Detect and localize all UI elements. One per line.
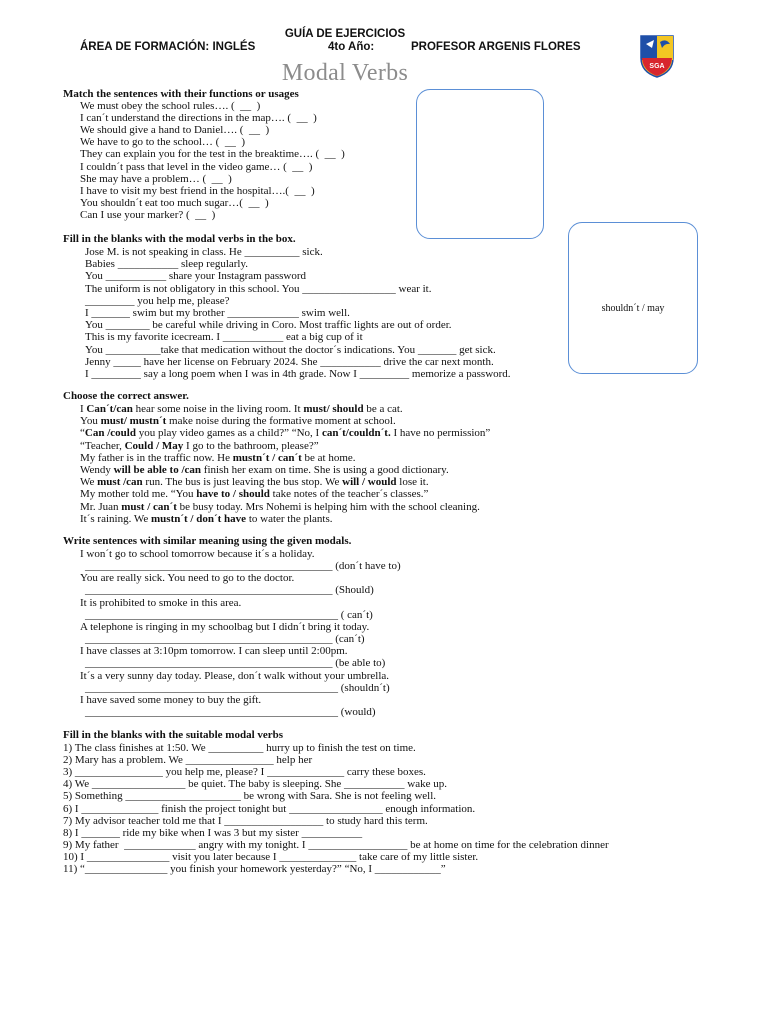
area-label: ÁREA DE FORMACIÓN: INGLÉS [80,41,256,53]
rewrite-sentence: A telephone is ringing in my schoolbag but I didn´t bring it today. [80,620,370,633]
modal-hint: (would) [338,705,376,718]
answer-blank: ______________________________________________ [85,705,338,718]
match-item: I have to visit my best friend in the hospital….( __ ) [80,184,315,197]
choice-text: My mother told me. “You [80,488,197,501]
match-item: We have to go to the school… ( __ ) [80,136,245,149]
fill-box-item: Babies ___________ sleep regularly. [85,258,249,271]
match-item: They can explain you for the test in the breaktime…. ( __ ) [80,148,345,161]
choice-text: make noise during the formative moment at school. [166,415,396,428]
choose-item [80,488,428,500]
fill-box-item: You ___________ share your Instagram password [85,270,306,283]
choice-options: will be able to /can [113,464,202,476]
section5-heading: Fill in the blanks with the suitable modal verbs [63,729,284,741]
rewrite-sentence: I have saved some money to buy the gift. [80,693,262,706]
match-item: We should give a hand to Daniel…. ( __ ) [80,124,270,137]
choice-options: Can´t/can [86,403,133,415]
answer-blank: ______________________________________________ [85,608,338,621]
choice-text: you play video games as a child?” “No, I [135,427,322,440]
rewrite-sentence: It is prohibited to smoke in this area. [80,596,242,609]
numbered-fill-item: 10) I _______________ visit you later because I ______________ take care of my little sister. [63,850,479,863]
choose-item [80,464,449,476]
choice-text: be at home. [301,451,356,464]
rewrite-sentence: You are really sick. You need to go to the doctor. [80,572,295,585]
choice-text: I have no permission” [390,427,491,440]
rewrite-answer-line [85,657,385,669]
choice-options: Can /could [84,427,136,440]
rewrite-answer-line [85,682,390,694]
numbered-fill-item: 3) ________________ you help me, please? I ______________ carry these boxes. [63,766,426,779]
choice-text: I [80,403,87,415]
choice-options: can´t/couldn´t. [321,427,391,440]
choice-text: to water the plants. [246,512,333,525]
choice-options: mustn´t / can´t [232,451,302,464]
box-word-list: shouldn´t / may [601,303,665,314]
choice-options: have to / should [196,488,270,501]
answer-blank: _____________________________________________ [85,632,333,645]
fill-box-item: The uniform is not obligatory in this school. You _________________ wear it. [85,282,432,295]
fill-box-item: _________ you help me, please? [85,294,230,307]
fill-box-item: You __________take that medication without the doctor´s indications. You _______ get sick. [85,343,496,356]
year-label: 4to Año: [328,41,375,53]
numbered-fill-item: 2) Mary has a problem. We ________________ help her [63,754,313,767]
fill-box-item: I _______ swim but my brother _____________ swim well. [85,307,350,319]
choice-text: Wendy [80,464,114,476]
modal-verbs-box [568,222,698,374]
numbered-fill-item: 7) My advisor teacher told me that I __________________ to study hard this term. [63,814,428,827]
modal-hint: (don´t have to) [332,560,401,572]
rewrite-answer-line [85,584,374,596]
choose-item [80,440,319,452]
modal-hint: (be able to) [332,657,386,670]
choice-options: must/ mustn´t [100,415,167,428]
modal-hint: (Should) [332,584,374,597]
choice-options: will / would [342,476,397,489]
rewrite-answer-line [85,609,373,621]
choice-text: “ [80,427,85,440]
section3-heading: Choose the correct answer. [63,390,189,402]
numbered-fill-item: 11) “_______________ you finish your homework yesterday?” “No, I ____________” [63,863,446,875]
numbered-fill-item: 6) I ______________ finish the project tonight but _________________ enough information. [63,802,476,815]
choice-text: We [80,476,98,489]
modal-hint: (shouldn´t) [338,681,390,694]
answer-box-1 [416,89,544,239]
fill-box-item: You ________ be careful while driving in Coro. Most traffic lights are out of order. [85,319,452,332]
choice-text: “Teacher, [80,439,125,452]
choice-text: take notes of the teacher´s classes.” [269,488,429,501]
choice-options: must/ should [303,403,364,415]
choice-options: must /can [97,476,143,489]
rewrite-sentence: I won´t go to school tomorrow because it´s a holiday. [80,548,315,560]
match-item: We must obey the school rules…. ( __ ) [80,100,261,112]
match-item: I couldn´t pass that level in the video game… ( __ ) [80,160,313,173]
rewrite-answer-line [85,560,401,572]
choose-item [80,501,480,513]
choice-text: run. The bus is just leaving the bus stop. We [142,476,343,489]
section1-heading: Match the sentences with their functions or usages [63,88,299,100]
page-title: Modal Verbs [281,60,409,86]
answer-blank: _____________________________________________ [85,584,333,597]
section4-heading: Write sentences with similar meaning using the given modals. [63,535,352,547]
numbered-fill-item: 1) The class finishes at 1:50. We __________ hurry up to finish the test on time. [63,742,416,754]
choose-item [80,415,396,427]
numbered-fill-item: 4) We _________________ be quiet. The baby is sleeping. She ___________ wake up. [63,778,447,791]
match-item: She may have a problem… ( __ ) [80,172,232,185]
choose-item [80,427,490,439]
answer-blank: _____________________________________________ [85,657,333,670]
choice-text: finish her exam on time. She is using a good dictionary. [201,464,449,476]
numbered-fill-item: 9) My father _____________ angry with my tonight. I __________________ be at home on time for the celebration dinner [63,838,609,851]
choice-text: It´s raining. We [80,512,152,525]
match-item: I can´t understand the directions in the map…. ( __ ) [80,112,317,125]
fill-box-item: I _________ say a long poem when I was in 4th grade. Now I _________ memorize a password. [85,368,511,380]
fill-box-item: Jenny _____ have her license on February 2024. She ___________ drive the car next month. [85,355,494,368]
choice-text: hear some noise in the living room. It [132,403,304,415]
answer-blank: ______________________________________________ [85,681,338,694]
choice-text: You [80,415,101,428]
choose-item [80,513,333,525]
match-item: You shouldn´t eat too much sugar…( __ ) [80,196,269,209]
section2-heading: Fill in the blanks with the modal verbs in the box. [63,233,296,245]
choice-text: Mr. Juan [80,500,122,513]
choose-item [80,452,356,464]
fill-box-item: Jose M. is not speaking in class. He __________ sick. [85,246,323,258]
answer-blank: _____________________________________________ [85,560,333,572]
choice-options: must / can´t [121,500,177,513]
choice-text: be busy today. Mrs Nohemi is helping him with the school cleaning. [176,500,480,513]
numbered-fill-item: 5) Something _____________________ be wrong with Sara. She is not feeling well. [63,790,437,803]
rewrite-sentence: I have classes at 3:10pm tomorrow. I can sleep until 2:00pm. [80,645,348,658]
rewrite-answer-line [85,706,376,718]
modal-hint: (can´t) [332,632,365,645]
choice-text: My father is in the traffic now. He [80,451,233,464]
school-logo-icon [638,34,676,78]
rewrite-answer-line [85,633,365,645]
match-item: Can I use your marker? ( __ ) [80,208,216,221]
numbered-fill-item: 8) I _______ ride my bike when I was 3 but my sister ___________ [63,826,363,839]
logo-text: SGA [649,63,665,70]
choice-text: be a cat. [363,403,403,415]
teacher-label: PROFESOR ARGENIS FLORES [411,41,581,53]
choose-item [80,476,429,488]
guide-title: GUÍA DE EJERCICIOS [284,28,406,40]
choice-options: mustn´t / don´t have [151,512,247,525]
choice-options: Could / May [124,439,184,452]
choose-item [80,403,403,415]
rewrite-sentence: It´s a very sunny day today. Please, don´t walk without your umbrella. [80,669,390,682]
choice-text: I go to the bathroom, please?” [183,439,319,452]
modal-hint: ( can´t) [338,608,373,621]
choice-text: lose it. [396,476,429,489]
fill-box-item: This is my favorite icecream. I ___________ eat a big cup of it [85,331,363,344]
